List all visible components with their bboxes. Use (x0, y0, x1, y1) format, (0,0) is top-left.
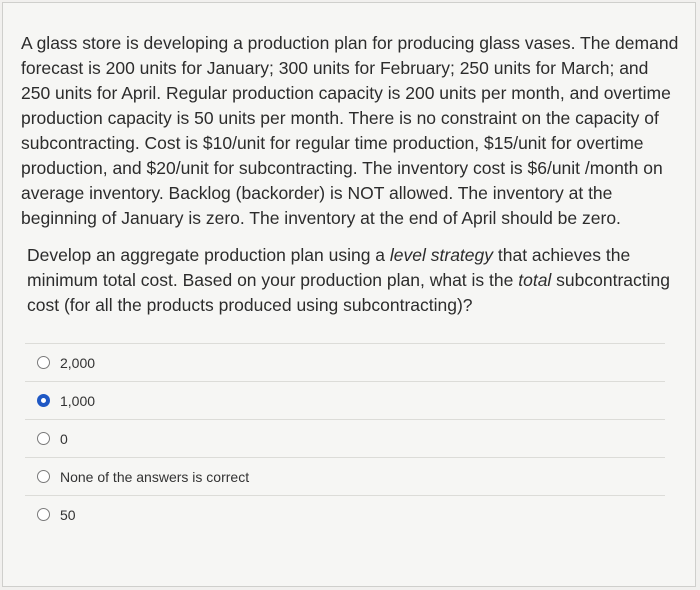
question-paragraph-2 (21, 243, 681, 318)
radio-button[interactable] (37, 508, 50, 521)
answer-label: 0 (60, 430, 68, 447)
radio-button[interactable] (37, 356, 50, 369)
emphasis-total: total (518, 270, 552, 290)
answer-option-1000[interactable] (25, 381, 665, 419)
answer-label: None of the answers is correct (60, 468, 250, 485)
question-paragraph-2-text: subcontracting cost (for all the products produced using subcontracting)? (27, 270, 670, 315)
radio-button[interactable] (37, 470, 50, 483)
answer-label: 2,000 (60, 354, 96, 371)
answer-label: 1,000 (60, 392, 96, 409)
answer-option-2000[interactable] (25, 343, 665, 381)
question-card (2, 2, 696, 587)
radio-button-selected[interactable] (37, 394, 50, 407)
radio-button[interactable] (37, 432, 50, 445)
question-paragraph-2-text: Develop an aggregate production plan using a (27, 245, 390, 265)
answer-option-none[interactable] (25, 457, 665, 495)
answer-option-50[interactable] (25, 495, 665, 533)
question-paragraph-1: A glass store is developing a production plan for producing glass vases. The demand forecast is 200 units for January; 300 units for February; 250 units for March; and 250 units for April. Regular production capacity is 200 units per month, and overtime production capacity is 50 units per month. There is no constraint on the capacity of subcontracting. Cost is $10/unit for regular time production, $15/unit for overtime production, and $20/unit for subcontracting. The inventory cost is $6/unit /month on average inventory. Backlog (backorder) is NOT allowed. The inventory at the beginning of January is zero. The inventory at the end of April should be zero. (21, 33, 679, 228)
answer-option-0[interactable] (25, 419, 665, 457)
answer-label: 50 (60, 506, 76, 523)
question-paragraph-2-text: that achieves the minimum total cost. Based on your production plan, what is the (27, 245, 631, 290)
answer-options (25, 343, 665, 533)
emphasis-level-strategy: level strategy (389, 245, 494, 265)
question-text (21, 31, 681, 328)
